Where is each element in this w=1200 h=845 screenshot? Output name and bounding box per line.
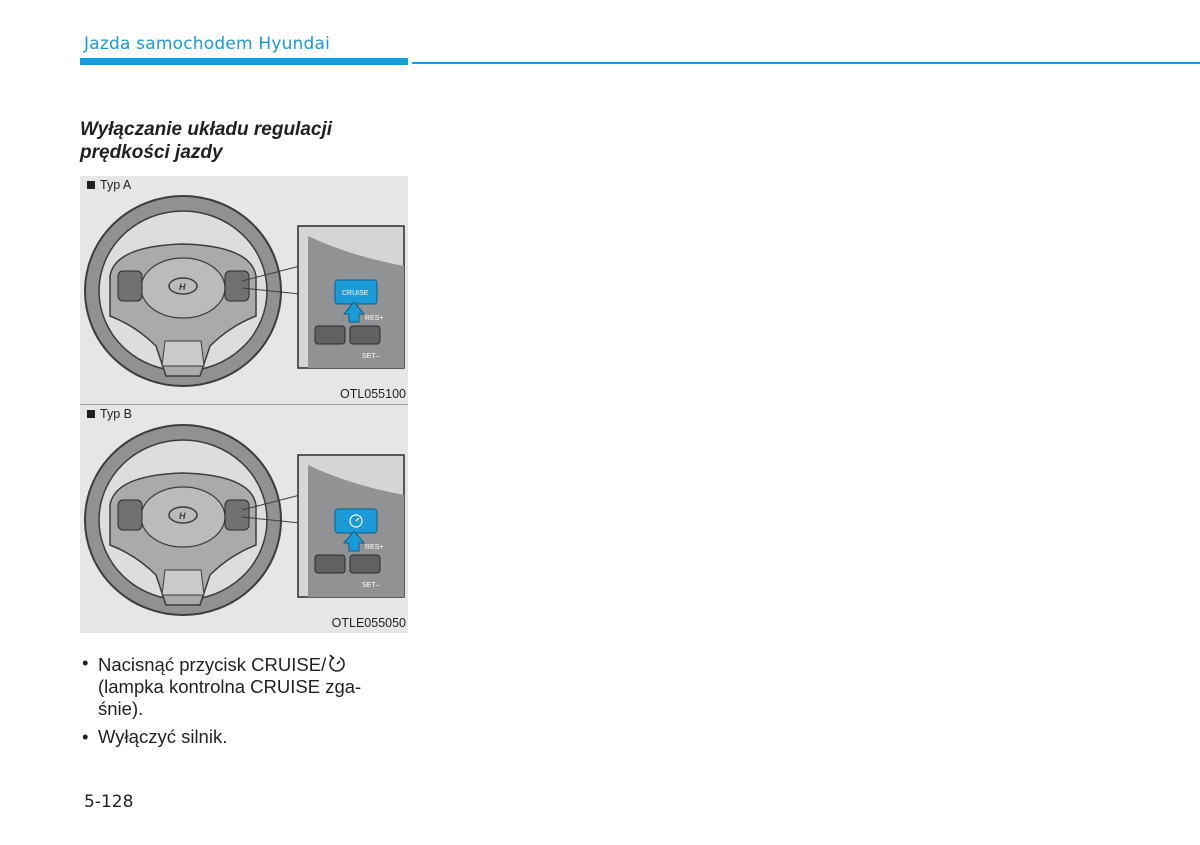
section-heading-line1: Wyłączanie układu regulacji	[80, 119, 333, 140]
figure-code: OTL055100	[339, 387, 406, 401]
page-number: 5-128	[84, 792, 134, 812]
svg-text:SET–: SET–	[362, 353, 380, 360]
header-rule-thick	[80, 58, 408, 65]
list-item	[80, 726, 410, 748]
figure-type-b	[80, 405, 408, 633]
steering-wheel-illustration-b	[80, 405, 408, 633]
svg-text:RES+: RES+	[365, 544, 384, 551]
bullet-2-text: Wyłączyć silnik.	[98, 726, 228, 747]
cruise-button-label: CRUISE	[342, 290, 369, 297]
svg-text:H: H	[179, 511, 186, 521]
bullet-1-text-part2: (lampka kontrolna CRUISE zga-	[98, 676, 362, 697]
bullet-marker: •	[82, 726, 89, 747]
figure-label: Typ A	[87, 178, 131, 192]
bullet-1-text-part1: Nacisnąć przycisk CRUISE/	[98, 654, 327, 675]
svg-text:SET–: SET–	[362, 582, 380, 589]
instruction-list	[80, 652, 410, 754]
figure-type-a	[80, 176, 408, 404]
cruise-speedometer-icon	[326, 652, 348, 674]
svg-text:RES+: RES+	[365, 315, 384, 322]
list-item	[80, 652, 410, 720]
svg-text:H: H	[179, 282, 186, 292]
bullet-marker: •	[82, 652, 89, 673]
section-heading	[80, 118, 410, 164]
section-heading-line2: prędkości jazdy	[80, 142, 223, 163]
steering-wheel-illustration-a	[80, 176, 408, 404]
header-title: Jazda samochodem Hyundai	[84, 34, 331, 54]
figure-code: OTLE055050	[331, 616, 406, 630]
header-rule-thin	[412, 62, 1200, 64]
bullet-1-text-part3: śnie).	[98, 698, 144, 719]
figure-label: Typ B	[87, 407, 132, 421]
